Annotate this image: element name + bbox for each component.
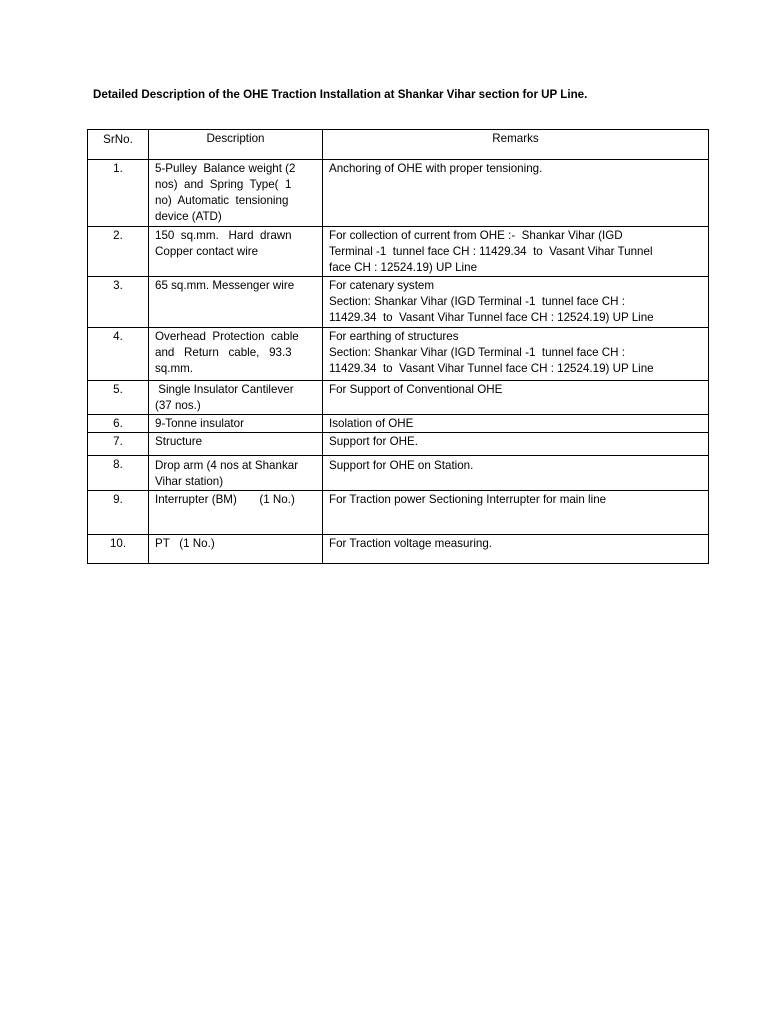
- remarks-line: Terminal -1 tunnel face CH : 11429.34 to Vasant Vihar Tunnel: [329, 245, 653, 258]
- header-description: Description: [149, 130, 323, 160]
- description-line: Copper contact wire: [155, 245, 259, 258]
- table-row: [88, 381, 709, 415]
- table-row: [88, 415, 709, 433]
- remarks-line: face CH : 12524.19) UP Line: [329, 261, 478, 274]
- row-description: [149, 277, 323, 328]
- remarks-line: For collection of current from OHE :- Shankar Vihar (IGD: [329, 229, 623, 242]
- description-line: 9-Tonne insulator: [155, 417, 244, 430]
- remarks-line: Section: Shankar Vihar (IGD Terminal -1 tunnel face CH :: [329, 295, 625, 308]
- row-remarks: [323, 227, 709, 277]
- description-line: Single Insulator Cantilever: [155, 383, 294, 396]
- remarks-line: For Traction power Sectioning Interrupter for main line: [329, 493, 607, 506]
- description-line: sq.mm.: [155, 362, 194, 375]
- remarks-line: 11429.34 to Vasant Vihar Tunnel face CH : 12524.19) UP Line: [329, 362, 654, 375]
- description-line: 5-Pulley Balance weight (2: [155, 162, 296, 175]
- table-row: [88, 227, 709, 277]
- remarks-line: Support for OHE on Station.: [329, 459, 474, 472]
- row-description: [149, 433, 323, 456]
- description-line: 150 sq.mm. Hard drawn: [155, 229, 292, 242]
- description-line: Overhead Protection cable: [155, 330, 299, 343]
- table-header-row: [88, 130, 709, 160]
- description-line: PT (1 No.): [155, 537, 215, 550]
- table-row: [88, 491, 709, 535]
- table-row: [88, 535, 709, 564]
- header-remarks: Remarks: [323, 130, 709, 160]
- row-remarks: [323, 491, 709, 535]
- row-description: [149, 328, 323, 381]
- header-srno: SrNo.: [88, 130, 149, 160]
- remarks-line: Isolation of OHE: [329, 417, 414, 430]
- remarks-line: For earthing of structures: [329, 330, 459, 343]
- description-line: Vihar station): [155, 475, 224, 488]
- description-line: and Return cable, 93.3: [155, 346, 292, 359]
- description-line: 65 sq.mm. Messenger wire: [155, 279, 295, 292]
- row-remarks: [323, 415, 709, 433]
- remarks-line: For Traction voltage measuring.: [329, 537, 493, 550]
- table-row: [88, 160, 709, 227]
- row-srno: 6.: [88, 415, 149, 433]
- row-description: [149, 381, 323, 415]
- row-srno: 8.: [88, 456, 149, 491]
- ohe-installation-table: [87, 129, 709, 564]
- row-srno: 7.: [88, 433, 149, 456]
- table-row: [88, 277, 709, 328]
- row-srno: 9.: [88, 491, 149, 535]
- row-description: [149, 160, 323, 227]
- document-title: Detailed Description of the OHE Traction Installation at Shankar Vihar section for UP Line.: [93, 88, 588, 101]
- row-srno: 3.: [88, 277, 149, 328]
- description-line: Drop arm (4 nos at Shankar: [155, 459, 299, 472]
- row-description: [149, 535, 323, 564]
- row-srno: 5.: [88, 381, 149, 415]
- remarks-line: 11429.34 to Vasant Vihar Tunnel face CH : 12524.19) UP Line: [329, 311, 654, 324]
- description-line: (37 nos.): [155, 399, 201, 412]
- row-remarks: [323, 433, 709, 456]
- description-line: no) Automatic tensioning: [155, 194, 289, 207]
- row-remarks: [323, 456, 709, 491]
- row-description: [149, 456, 323, 491]
- table-row: [88, 456, 709, 491]
- remarks-line: Support for OHE.: [329, 435, 418, 448]
- description-line: Structure: [155, 435, 203, 448]
- remarks-line: For Support of Conventional OHE: [329, 383, 503, 396]
- description-line: device (ATD): [155, 210, 222, 223]
- row-remarks: [323, 328, 709, 381]
- row-srno: 4.: [88, 328, 149, 381]
- row-srno: 1.: [88, 160, 149, 227]
- remarks-line: For catenary system: [329, 279, 435, 292]
- remarks-line: Anchoring of OHE with proper tensioning.: [329, 162, 543, 175]
- table-row: [88, 328, 709, 381]
- row-remarks: [323, 535, 709, 564]
- row-description: [149, 227, 323, 277]
- description-line: nos) and Spring Type( 1: [155, 178, 292, 191]
- table-body: [88, 160, 709, 564]
- row-srno: 10.: [88, 535, 149, 564]
- table-row: [88, 433, 709, 456]
- row-remarks: [323, 381, 709, 415]
- row-description: [149, 415, 323, 433]
- description-line: Interrupter (BM) (1 No.): [155, 493, 295, 506]
- row-srno: 2.: [88, 227, 149, 277]
- row-description: [149, 491, 323, 535]
- row-remarks: [323, 160, 709, 227]
- remarks-line: Section: Shankar Vihar (IGD Terminal -1 tunnel face CH :: [329, 346, 625, 359]
- row-remarks: [323, 277, 709, 328]
